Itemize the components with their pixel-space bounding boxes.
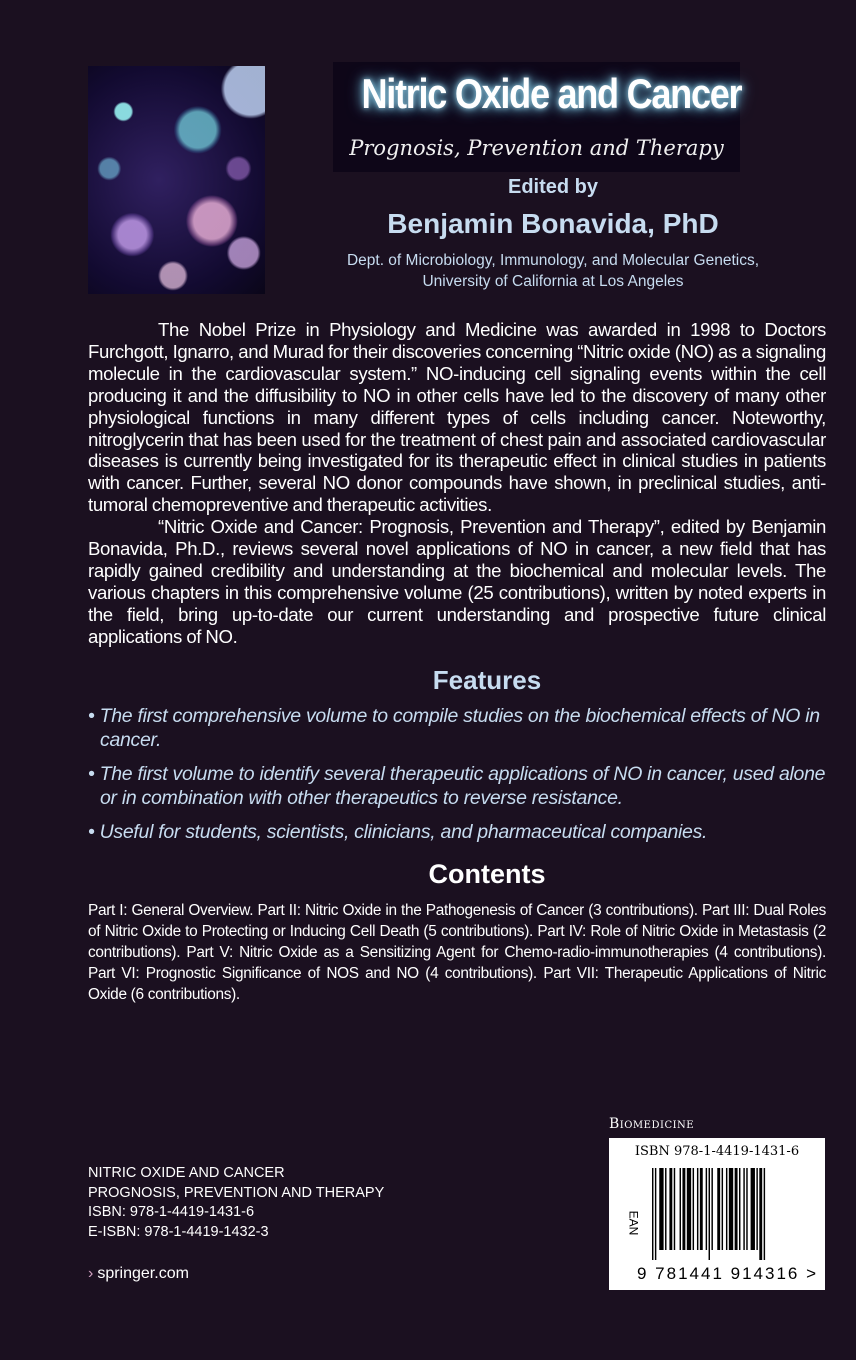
barcode-bar <box>746 1168 747 1250</box>
barcode-bar <box>726 1168 727 1250</box>
barcode-bar <box>687 1168 691 1250</box>
barcode-bar <box>722 1168 723 1250</box>
springer-link[interactable] <box>88 1265 189 1283</box>
cover-image <box>88 66 265 294</box>
website-text: springer.com <box>97 1265 189 1282</box>
barcode-bar <box>680 1168 681 1250</box>
barcode-box <box>609 1138 825 1290</box>
barcode-bar <box>706 1168 707 1250</box>
affiliation-line: University of California at Los Angeles <box>422 273 684 290</box>
book-title: Nitric Oxide and Cancer <box>361 70 742 117</box>
barcode-bar <box>674 1168 675 1250</box>
barcode-bar <box>729 1168 733 1250</box>
affiliation <box>290 250 816 292</box>
edited-by: Edited by <box>507 176 598 198</box>
barcode-bar <box>743 1168 744 1250</box>
barcode-bar <box>751 1168 755 1250</box>
feature-item: • The first comprehensive volume to compile studies on the biochemical effects of NO in cancer. <box>88 704 820 751</box>
barcode-bar <box>665 1168 666 1250</box>
chevron-right-icon: › <box>88 1265 94 1282</box>
barcode-bar <box>756 1168 757 1250</box>
affiliation-line: Dept. of Microbiology, Immunology, and Molecular Genetics, <box>346 252 760 269</box>
book-info <box>88 1164 384 1242</box>
category-label: Biomedicine <box>609 1116 695 1132</box>
feature-item: • Useful for students, scientists, clinicians, and pharmaceutical companies. <box>88 820 708 843</box>
info-subtitle: PROGNOSIS, PREVENTION AND THERAPY <box>88 1184 385 1201</box>
barcode-bar <box>669 1168 672 1250</box>
barcode-bar <box>700 1168 703 1250</box>
barcode-bar <box>735 1168 738 1250</box>
info-eisbn: E-ISBN: 978-1-4419-1432-3 <box>88 1223 269 1240</box>
barcode-bar <box>655 1168 656 1260</box>
description-paragraph: The Nobel Prize in Physiology and Medicine was awarded in 1998 to Doctors Furchgott, Ignarro, and Murad for their discoveries concerning “Nitric oxide (NO) as a signaling molecule in the cardiovascular system.” NO-inducing cell signaling events within the cell producing it and the diffusibility to NO in other cells have led to the discovery of many other physiological functions in many different types of cells including cancer. Noteworthy, nitroglycerin that has been used for the treatment of chest pain and associated cardiovascular diseases is currently being investigated for its therapeutic effect in clinical studies in patients with cancer. Further, several NO donor compounds have shown, in preclinical studies, anti-tumoral chemopreventive and therapeutic activities. <box>88 319 826 516</box>
barcode-bar <box>697 1168 698 1250</box>
barcode-bar <box>682 1168 685 1250</box>
barcode-bars <box>652 1168 822 1260</box>
features-list <box>88 704 826 844</box>
description <box>88 319 826 648</box>
barcode-bar <box>759 1168 762 1260</box>
barcode-bar <box>659 1168 663 1250</box>
ean-label: EAN <box>626 1210 641 1236</box>
barcode-bar <box>711 1168 712 1250</box>
description-paragraph: “Nitric Oxide and Cancer: Prognosis, Prevention and Therapy”, edited by Benjamin Bonavida, Ph.D., reviews several novel applications of NO in cancer, a new field that has rapidly gained credibility and understanding at the biochemical and molecular levels. The various chapters in this comprehensive volume (25 contributions), written by noted experts in the field, bring up-to-date our current understanding and prospective future clinical applications of NO. <box>88 516 826 647</box>
contents-heading: Contents <box>428 858 546 889</box>
feature-item: • The first volume to identify several therapeutic applications of NO in cancer, used alone or in combination with other therapeutics to reverse resistance. <box>88 762 826 809</box>
info-isbn: ISBN: 978-1-4419-1431-6 <box>88 1204 255 1220</box>
info-title: NITRIC OXIDE AND CANCER <box>88 1165 285 1181</box>
contents-text: Part I: General Overview. Part II: Nitric Oxide in the Pathogenesis of Cancer (3 contributions). Part III: Dual Roles of Nitric Oxide to Protecting or Inducing Cell Death (5 contributions). Part IV: Role of Nitric Oxide in Metastasis (2 contributions). Part V: Nitric Oxide as a Sensitizing Agent for Chemo-radio-immunotherapies (4 contributions). Part VI: Prognostic Significance of NOS and NO (4 contributions). Part VII: Therapeutic Applications of Nitric Oxide (6 contributions). <box>88 901 826 1003</box>
features-heading: Features <box>432 664 542 695</box>
barcode-bar <box>717 1168 720 1250</box>
barcode-isbn: ISBN 978-1-4419-1431-6 <box>634 1144 800 1159</box>
ean-number: 9 781441 914316 > <box>637 1264 819 1283</box>
barcode-bar <box>709 1168 710 1260</box>
barcode-bar <box>764 1168 765 1260</box>
editor-name: Benjamin Bonavida, PhD <box>387 208 719 239</box>
barcode-bar <box>693 1168 694 1250</box>
barcode-bar <box>652 1168 653 1260</box>
barcode-bar <box>739 1168 740 1250</box>
book-subtitle: Prognosis, Prevention and Therapy <box>349 136 724 160</box>
main-content <box>88 319 826 1005</box>
title-block <box>333 62 740 172</box>
